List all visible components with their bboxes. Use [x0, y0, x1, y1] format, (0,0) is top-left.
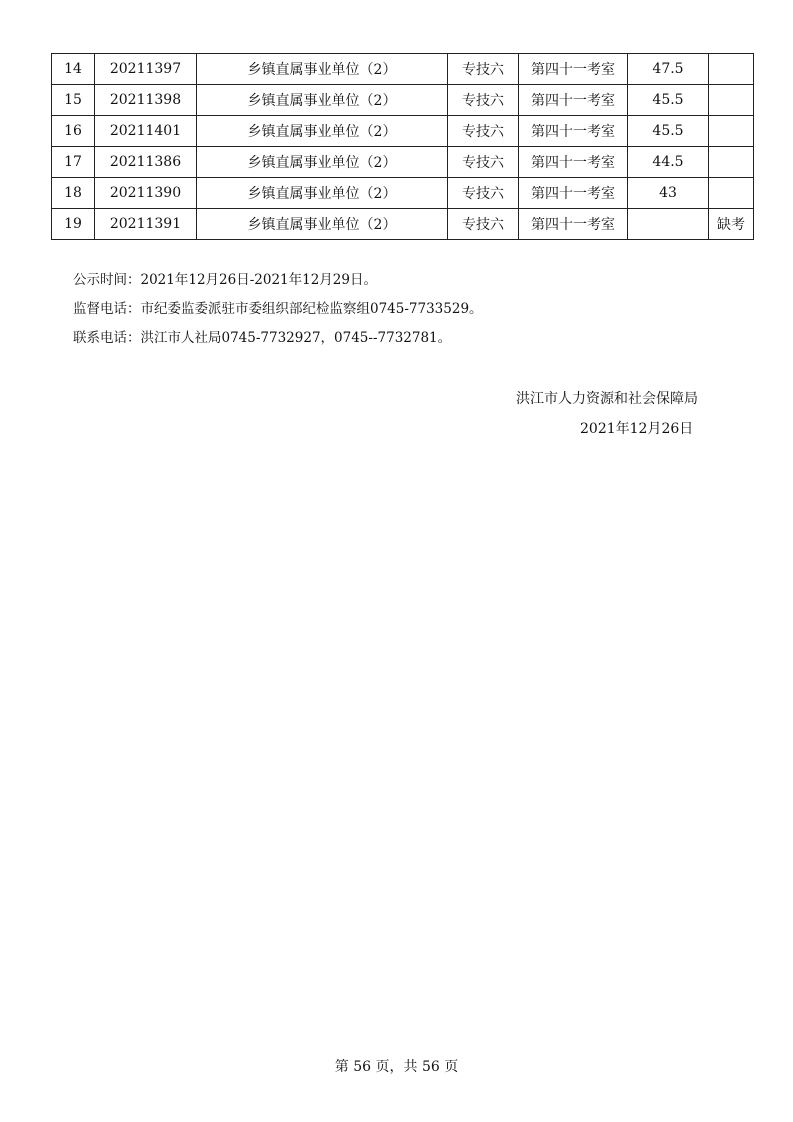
unit-cell: 乡镇直属事业单位（2） — [197, 85, 448, 116]
position-cell: 专技六 — [448, 85, 519, 116]
row-number-cell: 14 — [52, 54, 95, 85]
position-cell: 专技六 — [448, 209, 519, 240]
notice-notes — [73, 266, 483, 353]
contact-phone-text: 联系电话：洪江市人社局0745-7732927，0745--7732781。 — [73, 330, 452, 346]
public-period-text: 公示时间：2021年12月26日-2021年12月29日。 — [73, 272, 377, 288]
row-number-cell: 19 — [52, 209, 95, 240]
exam-id-cell: 20211390 — [95, 178, 197, 209]
score-cell: 44.5 — [628, 147, 709, 178]
issue-date: 2021年12月26日 — [580, 421, 694, 437]
exam-id-cell: 20211386 — [95, 147, 197, 178]
position-cell: 专技六 — [448, 116, 519, 147]
row-number-cell: 16 — [52, 116, 95, 147]
exam-room-cell: 第四十一考室 — [519, 116, 628, 147]
table-row — [52, 209, 754, 240]
remark-cell — [709, 54, 754, 85]
remark-cell — [709, 178, 754, 209]
row-number-cell: 15 — [52, 85, 95, 116]
score-cell: 47.5 — [628, 54, 709, 85]
table-row — [52, 116, 754, 147]
score-cell: 45.5 — [628, 116, 709, 147]
supervision-phone-text: 监督电话：市纪委监委派驻市委组织部纪检监察组0745-7733529。 — [73, 301, 483, 317]
exam-room-cell: 第四十一考室 — [519, 209, 628, 240]
unit-cell: 乡镇直属事业单位（2） — [197, 209, 448, 240]
unit-cell: 乡镇直属事业单位（2） — [197, 54, 448, 85]
unit-cell: 乡镇直属事业单位（2） — [197, 147, 448, 178]
table-row — [52, 178, 754, 209]
score-cell — [628, 209, 709, 240]
exam-id-cell: 20211391 — [95, 209, 197, 240]
page-number: 第 56 页，共 56 页 — [334, 1059, 459, 1075]
position-cell: 专技六 — [448, 147, 519, 178]
remark-cell — [709, 85, 754, 116]
row-number-cell: 17 — [52, 147, 95, 178]
exam-id-cell: 20211401 — [95, 116, 197, 147]
results-table-body — [52, 54, 754, 240]
row-number-cell: 18 — [52, 178, 95, 209]
unit-cell: 乡镇直属事业单位（2） — [197, 116, 448, 147]
exam-room-cell: 第四十一考室 — [519, 178, 628, 209]
issuing-organization: 洪江市人力资源和社会保障局 — [516, 391, 698, 407]
remark-cell: 缺考 — [709, 209, 754, 240]
remark-cell — [709, 147, 754, 178]
table-row — [52, 147, 754, 178]
exam-room-cell: 第四十一考室 — [519, 85, 628, 116]
exam-id-cell: 20211397 — [95, 54, 197, 85]
remark-cell — [709, 116, 754, 147]
results-table — [51, 53, 754, 240]
exam-room-cell: 第四十一考室 — [519, 54, 628, 85]
score-cell: 43 — [628, 178, 709, 209]
score-cell: 45.5 — [628, 85, 709, 116]
position-cell: 专技六 — [448, 54, 519, 85]
exam-id-cell: 20211398 — [95, 85, 197, 116]
unit-cell: 乡镇直属事业单位（2） — [197, 178, 448, 209]
position-cell: 专技六 — [448, 178, 519, 209]
table-row — [52, 85, 754, 116]
exam-room-cell: 第四十一考室 — [519, 147, 628, 178]
table-row — [52, 54, 754, 85]
